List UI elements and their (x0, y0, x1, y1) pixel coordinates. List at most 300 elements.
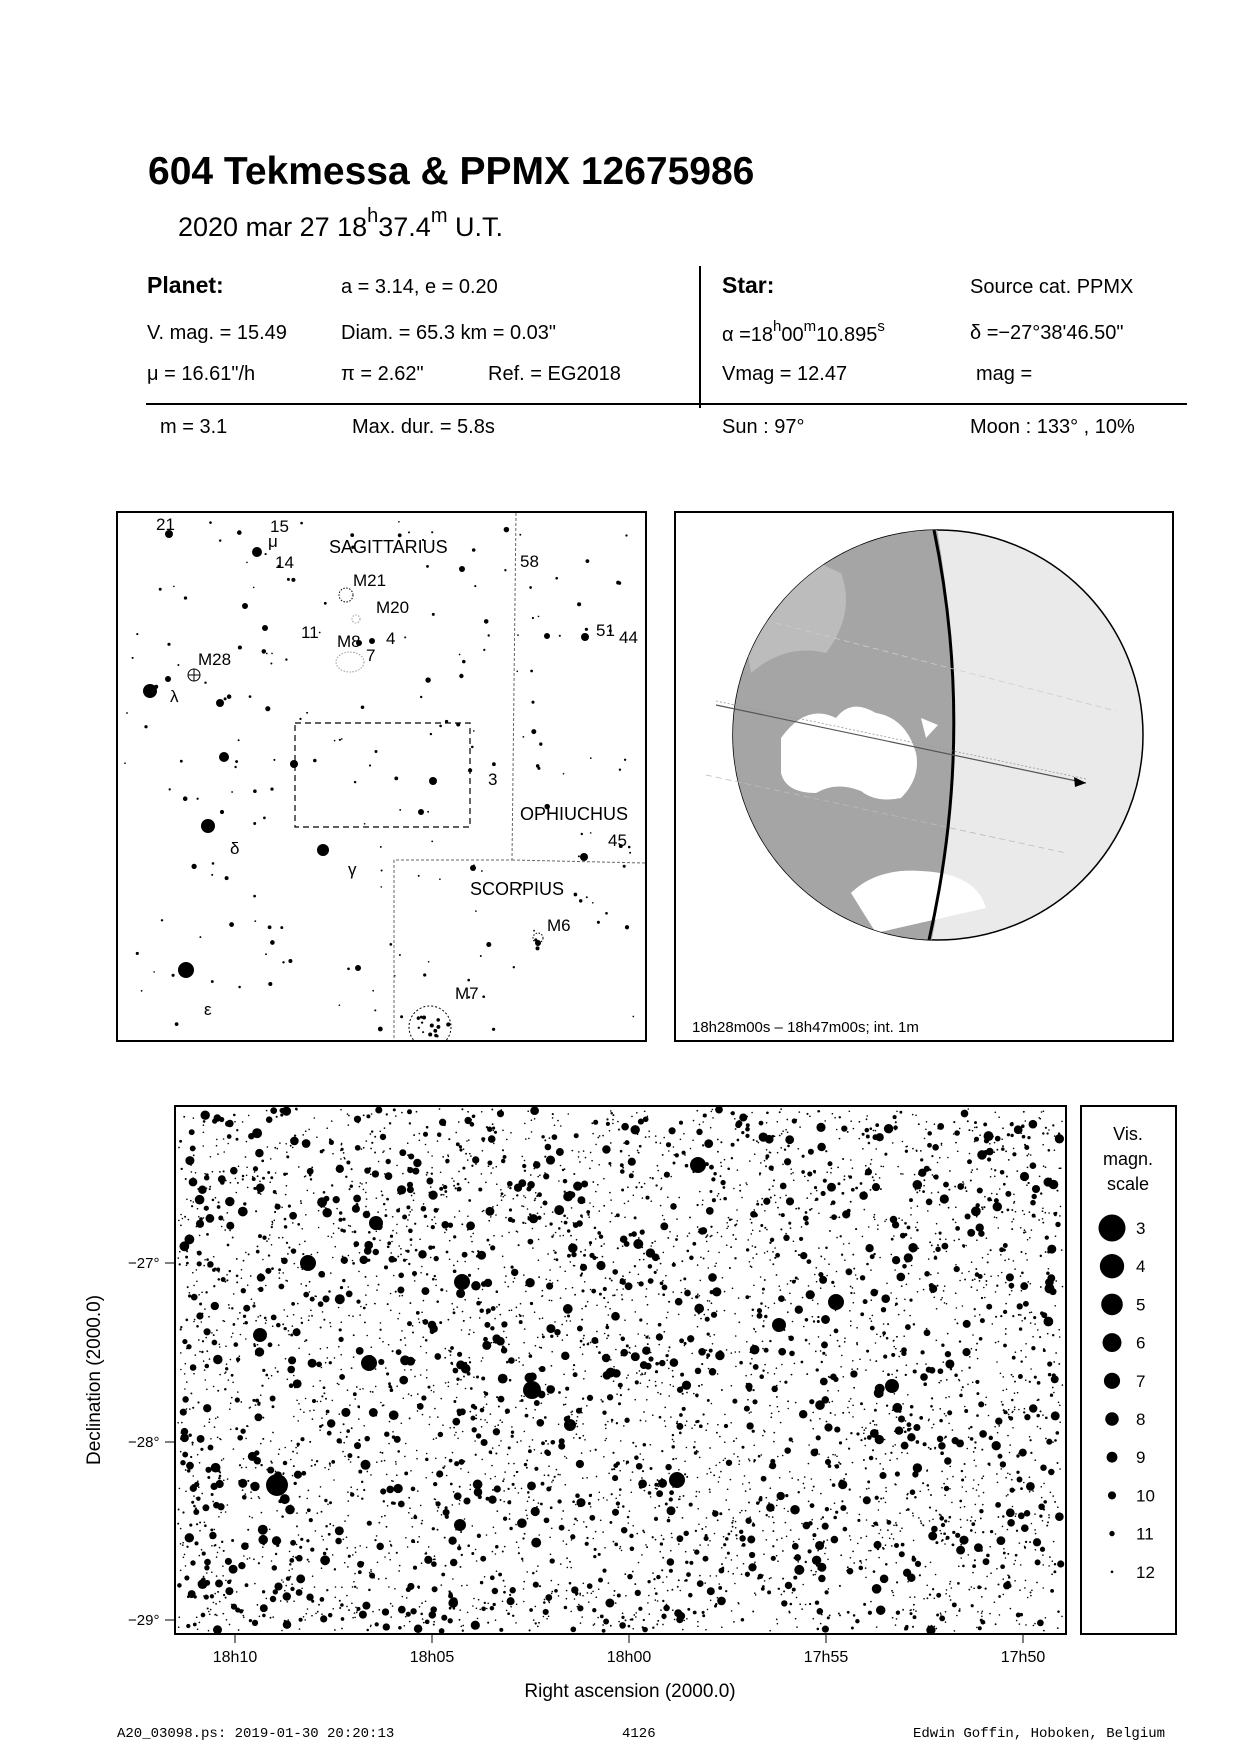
field-star (579, 1437, 581, 1439)
field-star (473, 1406, 477, 1410)
field-star (691, 1353, 693, 1355)
field-star (639, 1485, 643, 1489)
field-star (621, 1337, 623, 1339)
field-star (934, 1123, 936, 1125)
field-star (646, 1248, 655, 1257)
field-star (1031, 1311, 1033, 1313)
field-star (503, 1580, 505, 1582)
field-star (220, 1180, 225, 1185)
field-star (253, 1343, 255, 1345)
field-star (821, 1315, 830, 1324)
field-star (255, 1149, 263, 1157)
field-star (536, 1419, 544, 1427)
field-star (498, 1445, 500, 1447)
field-star (1008, 1258, 1010, 1260)
field-star (960, 1526, 962, 1528)
field-star (423, 1203, 425, 1205)
field-star (628, 1158, 636, 1166)
field-star (946, 1303, 948, 1305)
field-star (337, 1383, 339, 1385)
field-star (946, 1379, 948, 1381)
field-star (810, 1503, 815, 1508)
field-star (378, 1522, 380, 1524)
field-star (393, 1275, 395, 1277)
field-star (1015, 1211, 1017, 1213)
field-star (324, 1499, 327, 1502)
field-star (667, 1506, 676, 1515)
field-star (498, 1304, 500, 1306)
field-star (924, 1271, 930, 1277)
field-star (512, 1483, 515, 1486)
field-star (932, 1588, 934, 1590)
field-star (834, 1502, 836, 1504)
field-star (353, 1230, 356, 1233)
field-star (806, 1290, 815, 1299)
field-star (878, 1509, 880, 1511)
field-star (1047, 1333, 1049, 1335)
field-star (1020, 1172, 1029, 1181)
ra-m: m (803, 318, 817, 335)
field-star (182, 1396, 188, 1402)
field-star (989, 1546, 991, 1548)
field-star (905, 1364, 907, 1366)
field-star (818, 1336, 820, 1338)
field-star (624, 1279, 626, 1281)
field-star (1058, 1402, 1060, 1404)
field-star (918, 1173, 920, 1175)
field-star (304, 1241, 306, 1243)
field-star (1012, 1356, 1016, 1360)
field-star (779, 1213, 781, 1215)
field-star (623, 1425, 625, 1427)
field-star (268, 1238, 270, 1240)
field-star (762, 1325, 764, 1327)
field-star (1019, 1589, 1021, 1591)
field-star (846, 1268, 853, 1275)
field-star (685, 1561, 688, 1564)
field-star (624, 1203, 626, 1205)
field-star (1045, 1166, 1047, 1168)
field-star (563, 1373, 565, 1375)
field-star (697, 1621, 699, 1623)
field-star (365, 1206, 367, 1208)
field-star (338, 1307, 340, 1309)
field-star (869, 1456, 873, 1460)
field-star (647, 1580, 650, 1583)
field-star (709, 1165, 714, 1170)
field-star (255, 1210, 257, 1212)
field-star (579, 1161, 581, 1163)
field-star (724, 1414, 726, 1416)
field-star (747, 1116, 749, 1118)
field-star (276, 1148, 278, 1150)
field-star (663, 1616, 666, 1619)
field-star (875, 1496, 879, 1500)
field-star (948, 1521, 950, 1523)
field-star (742, 1543, 746, 1547)
field-star (717, 1597, 719, 1599)
field-star (652, 1177, 654, 1179)
field-star (656, 1269, 658, 1271)
field-star (369, 1572, 371, 1574)
field-star (834, 1427, 840, 1433)
field-star (359, 1389, 361, 1391)
field-star (774, 1136, 776, 1138)
field-star (739, 1113, 747, 1121)
field-star (1013, 1194, 1015, 1196)
field-star (654, 1507, 656, 1509)
field-star (603, 1287, 607, 1291)
field-star (754, 1246, 756, 1248)
field-star (494, 1426, 496, 1428)
field-star (710, 1471, 712, 1473)
field-star (919, 1190, 921, 1192)
field-star (1013, 1218, 1015, 1220)
field-star (448, 1156, 450, 1158)
field-star (347, 1113, 349, 1115)
field-star (742, 1483, 744, 1485)
field-star (509, 1518, 511, 1520)
field-star (558, 1227, 561, 1230)
field-star (692, 1242, 696, 1246)
field-star (976, 1489, 978, 1491)
field-star (970, 1437, 974, 1441)
field-star (1046, 1525, 1048, 1527)
field-star (396, 1209, 400, 1213)
field-star (199, 1351, 201, 1353)
field-star (673, 1441, 675, 1443)
field-star (369, 1167, 372, 1170)
field-star (313, 1192, 315, 1194)
field-star (546, 1618, 548, 1620)
field-star (816, 1281, 818, 1283)
field-star (1020, 1251, 1022, 1253)
field-star (189, 1434, 192, 1437)
field-star (1021, 1290, 1023, 1292)
field-star (885, 1453, 887, 1455)
field-star (762, 1574, 764, 1576)
field-star (709, 1349, 713, 1353)
field-star (898, 1356, 900, 1358)
field-star (462, 1431, 464, 1433)
field-star (890, 1254, 892, 1256)
field-star (296, 1555, 303, 1562)
field-star (390, 1252, 392, 1254)
field-star (850, 1320, 852, 1322)
field-star (976, 1627, 978, 1629)
field-star (613, 1595, 615, 1597)
field-star (1040, 1192, 1042, 1194)
field-star (859, 1191, 868, 1200)
field-star (547, 1443, 549, 1445)
field-star (971, 1286, 973, 1288)
field-star (493, 1143, 495, 1145)
field-star (438, 1134, 441, 1137)
field-star (855, 1274, 857, 1276)
field-star (901, 1543, 905, 1547)
field-star (1048, 1268, 1050, 1270)
field-star (896, 1416, 898, 1418)
field-star (621, 1616, 624, 1619)
field-star (551, 1365, 553, 1367)
field-star (320, 1615, 327, 1622)
field-star (896, 1111, 898, 1113)
field-star (972, 1382, 974, 1384)
field-star (370, 1474, 372, 1476)
field-star (252, 1176, 254, 1178)
field-star (811, 1208, 813, 1210)
field-star (439, 1321, 442, 1324)
field-star (619, 1334, 621, 1336)
ra-h: h (773, 318, 782, 335)
field-star (983, 1122, 987, 1126)
field-star (1054, 1135, 1056, 1137)
field-star (756, 1203, 759, 1206)
field-star (223, 1170, 225, 1172)
field-star (853, 1614, 856, 1617)
field-star (493, 1527, 495, 1529)
finder-star (459, 674, 463, 678)
field-star (853, 1128, 855, 1130)
field-star (452, 1578, 454, 1580)
cluster-m21 (339, 588, 353, 602)
field-star (260, 1394, 262, 1396)
field-star (446, 1475, 448, 1477)
field-star (693, 1446, 696, 1449)
field-star (879, 1177, 881, 1179)
field-star (534, 1449, 536, 1451)
field-star (658, 1479, 667, 1488)
field-star (545, 1384, 547, 1386)
field-star (383, 1150, 385, 1152)
field-star (606, 1438, 608, 1440)
field-star (219, 1344, 221, 1346)
field-star (1057, 1462, 1059, 1464)
field-star (233, 1293, 235, 1295)
field-star (402, 1173, 404, 1175)
field-star (666, 1576, 668, 1578)
label-15: 15 (270, 517, 289, 536)
star-mag: mag = (976, 363, 1033, 385)
field-star (557, 1280, 559, 1282)
field-star (1008, 1409, 1010, 1411)
field-star (1001, 1272, 1003, 1274)
field-star (1055, 1213, 1057, 1215)
field-star (1033, 1538, 1041, 1546)
field-star (286, 1576, 291, 1581)
field-star (549, 1280, 551, 1282)
field-star (243, 1323, 245, 1325)
field-star (421, 1562, 423, 1564)
field-star (371, 1142, 373, 1144)
field-star (527, 1282, 529, 1284)
field-star (364, 1436, 370, 1442)
field-star (814, 1574, 816, 1576)
field-star (940, 1194, 949, 1203)
field-star (511, 1435, 514, 1438)
field-star (570, 1235, 572, 1237)
field-star (1054, 1563, 1056, 1565)
field-star (385, 1209, 387, 1211)
field-star (1048, 1514, 1050, 1516)
field-star (702, 1611, 705, 1614)
field-star (307, 1608, 309, 1610)
finder-star (474, 585, 476, 587)
field-star (188, 1294, 191, 1297)
field-star (348, 1459, 350, 1461)
field-star (280, 1600, 282, 1602)
field-star (982, 1257, 984, 1259)
field-star (557, 1499, 561, 1503)
field-star (209, 1418, 211, 1420)
field-star (759, 1374, 764, 1379)
field-star (961, 1110, 969, 1118)
field-star (275, 1553, 277, 1555)
finder-star (580, 853, 588, 861)
field-star (589, 1202, 591, 1204)
field-star (742, 1118, 744, 1120)
field-star (685, 1164, 689, 1168)
field-star (305, 1175, 307, 1177)
field-star (218, 1470, 220, 1472)
field-star (312, 1418, 314, 1420)
finder-star (513, 966, 515, 968)
field-star (841, 1125, 847, 1131)
field-star (586, 1537, 588, 1539)
field-star (266, 1598, 268, 1600)
field-star (652, 1572, 654, 1574)
field-star (1032, 1185, 1040, 1193)
field-star (392, 1605, 394, 1607)
field-star (1002, 1526, 1004, 1528)
field-star (961, 1470, 963, 1472)
field-star (385, 1172, 393, 1180)
field-star (782, 1164, 784, 1166)
field-star (847, 1566, 849, 1568)
field-star (355, 1547, 357, 1549)
field-star (719, 1512, 722, 1515)
field-star (386, 1486, 394, 1494)
field-star (573, 1437, 575, 1439)
field-star (1037, 1399, 1039, 1401)
field-star (333, 1223, 335, 1225)
field-star (386, 1113, 388, 1115)
field-star (945, 1239, 947, 1241)
field-star (755, 1331, 757, 1333)
field-star (984, 1297, 986, 1299)
field-star (323, 1319, 325, 1321)
field-star (953, 1240, 955, 1242)
field-star (223, 1458, 225, 1460)
field-star (776, 1505, 778, 1507)
field-star (1011, 1374, 1013, 1376)
field-star (616, 1213, 620, 1217)
field-star (193, 1509, 199, 1515)
field-star (308, 1561, 310, 1563)
field-star (890, 1452, 892, 1454)
field-star (931, 1244, 933, 1246)
field-star (851, 1188, 855, 1192)
field-star (184, 1373, 186, 1375)
finder-star (219, 539, 221, 541)
field-star (180, 1352, 182, 1354)
field-star (969, 1356, 971, 1358)
field-star (649, 1485, 651, 1487)
finder-star (178, 962, 194, 978)
field-star (827, 1183, 836, 1192)
field-star (539, 1174, 541, 1176)
field-star (896, 1618, 898, 1620)
field-star (677, 1535, 684, 1542)
field-star (420, 1613, 423, 1616)
field-star (720, 1141, 722, 1143)
field-star (426, 1273, 428, 1275)
field-star (981, 1449, 983, 1451)
field-star (279, 1277, 281, 1279)
field-star (915, 1561, 921, 1567)
field-star (356, 1612, 358, 1614)
field-star (238, 1562, 245, 1569)
field-star (202, 1504, 209, 1511)
field-star (476, 1608, 478, 1610)
field-star (708, 1250, 710, 1252)
field-star (533, 1161, 541, 1169)
field-star (276, 1116, 278, 1118)
field-star (501, 1192, 504, 1195)
field-star (481, 1459, 483, 1461)
finder-star (430, 1023, 434, 1027)
field-star (917, 1291, 919, 1293)
field-star (335, 1526, 344, 1535)
field-star (932, 1174, 934, 1176)
field-star (250, 1482, 259, 1491)
finder-star (581, 833, 583, 835)
finder-star (299, 718, 301, 720)
field-star (537, 1626, 539, 1628)
field-star (941, 1143, 943, 1145)
field-star (648, 1278, 654, 1284)
field-star (354, 1612, 356, 1614)
field-star (438, 1507, 440, 1509)
field-star (641, 1186, 643, 1188)
field-star (262, 1614, 266, 1618)
field-star (579, 1594, 581, 1596)
field-star (735, 1128, 737, 1130)
field-star (211, 1493, 214, 1496)
field-star (763, 1553, 765, 1555)
field-star (1000, 1373, 1002, 1375)
field-star (366, 1114, 370, 1118)
field-star (431, 1219, 433, 1221)
field-star (934, 1448, 936, 1450)
field-star (695, 1368, 702, 1375)
field-star (215, 1197, 217, 1199)
field-star (745, 1518, 751, 1524)
finder-star (483, 649, 485, 651)
field-star (199, 1555, 201, 1557)
field-star (672, 1263, 676, 1267)
finder-star (422, 1031, 424, 1033)
field-star (596, 1331, 598, 1333)
field-star (929, 1169, 931, 1171)
field-star (267, 1171, 270, 1174)
field-star (587, 1214, 589, 1216)
field-star (256, 1250, 260, 1254)
field-star (406, 1612, 411, 1617)
field-star (565, 1484, 567, 1486)
field-star (186, 1348, 188, 1350)
field-star (621, 1550, 623, 1552)
